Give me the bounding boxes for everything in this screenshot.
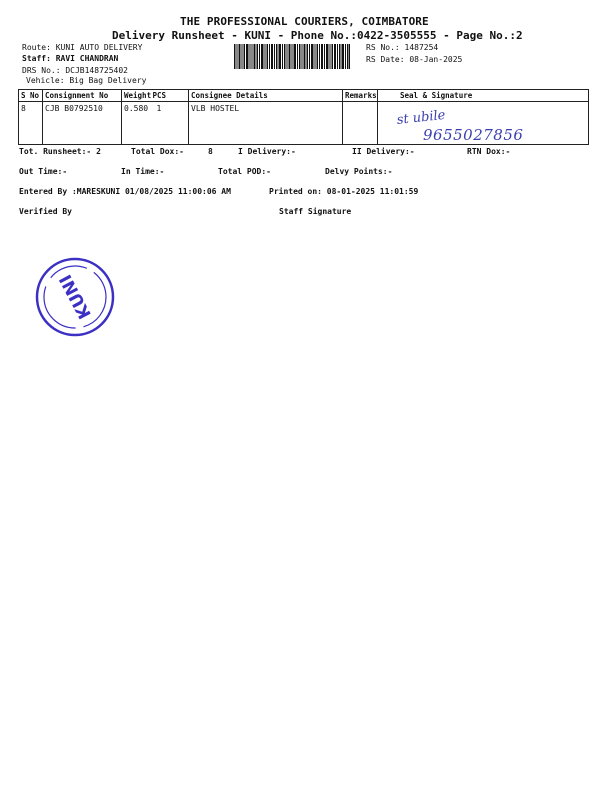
cell-weight: 0.580 [122, 102, 151, 145]
col-weight: Weight [122, 90, 151, 102]
cell-consignment: CJB B0792510 [43, 102, 122, 145]
cell-pcs: 1 [151, 102, 189, 145]
col-consignee: Consignee Details [189, 90, 343, 102]
col-consignment: Consignment No [43, 90, 122, 102]
verified-by: Verified By [19, 207, 72, 216]
total-dox-value: 8 [208, 147, 213, 156]
rtn-dox: RTN Dox:- [467, 147, 511, 156]
drs-number: DRS No.: DCJB148725402 [22, 66, 128, 75]
tot-runsheet: Tot. Runsheet:- 2 [19, 147, 101, 156]
company-title: THE PROFESSIONAL COURIERS, COIMBATORE [180, 15, 429, 28]
col-seal-signature: Seal & Signature [378, 90, 589, 102]
col-sno: S No [19, 90, 43, 102]
rs-date: RS Date: 08-Jan-2025 [366, 55, 463, 64]
handwriting-phone: 9655027856 [423, 126, 524, 144]
cell-sno: 8 [19, 102, 43, 145]
staff-signature: Staff Signature [279, 207, 352, 216]
total-pod: Total POD:- [218, 167, 271, 176]
col-pcs: PCS [151, 90, 189, 102]
ii-delivery: II Delivery:- [352, 147, 415, 156]
handwritten-signature [395, 104, 545, 144]
rs-number: RS No.: 1487254 [366, 43, 439, 52]
vehicle-label: Vehicle: Big Bag Delivery [26, 76, 147, 85]
stamp-text: KUNI [55, 270, 96, 323]
cell-consignee: VLB HOSTEL [189, 102, 343, 145]
barcode [234, 44, 350, 69]
col-remarks: Remarks [343, 90, 378, 102]
handwriting-name: st ubile [396, 107, 447, 128]
printed-on: Printed on: 08-01-2025 11:01:59 [269, 187, 419, 196]
runsheet-subtitle: Delivery Runsheet - KUNI - Phone No.:0422-3505555 - Page No.:2 [112, 29, 523, 42]
entered-by: Entered By :MARESKUNI 01/08/2025 11:00:06 AM [19, 187, 231, 196]
kuni-stamp [32, 254, 118, 340]
delvy-points: Delvy Points:- [325, 167, 393, 176]
staff-label: Staff: RAVI CHANDRAN [22, 54, 119, 63]
out-time: Out Time:- [19, 167, 68, 176]
table-header-row [19, 90, 589, 102]
i-delivery: I Delivery:- [238, 147, 296, 156]
in-time: In Time:- [121, 167, 165, 176]
route-label: Route: KUNI AUTO DELIVERY [22, 43, 143, 52]
total-dox-label: Total Dox:- [131, 147, 184, 156]
cell-remarks [343, 102, 378, 145]
